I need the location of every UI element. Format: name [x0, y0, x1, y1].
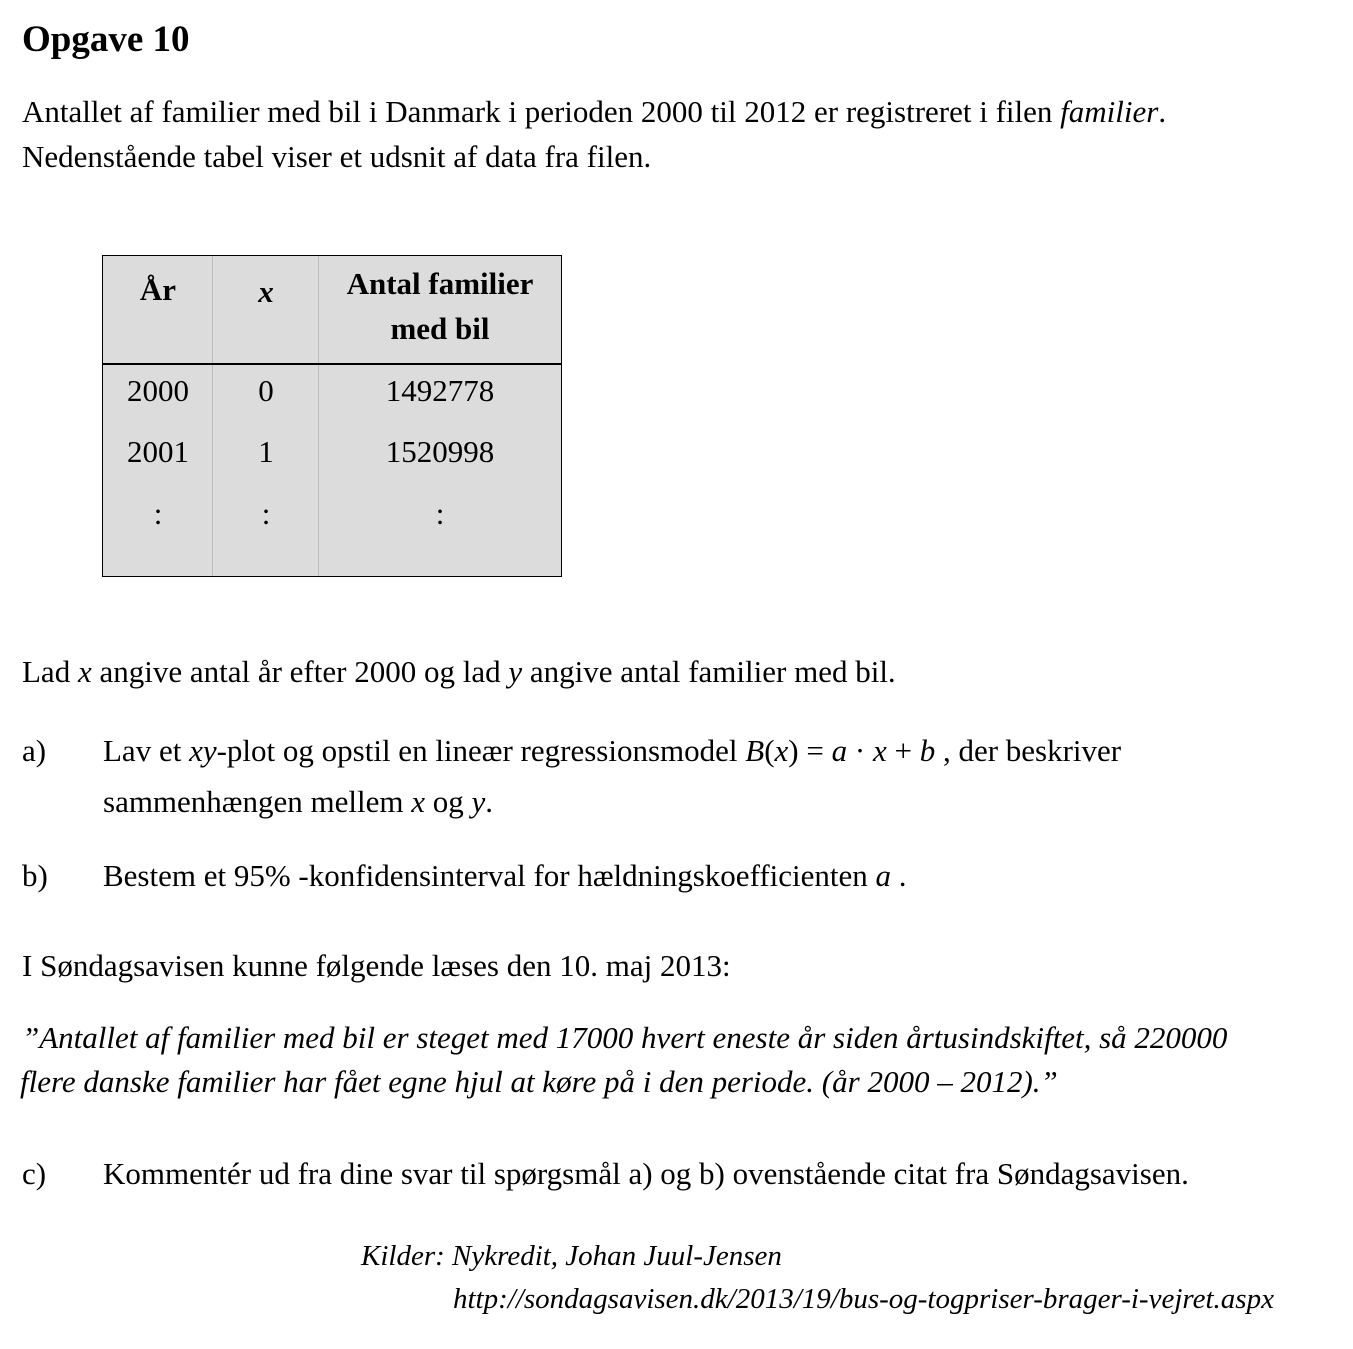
data-table: [102, 255, 562, 577]
file-name: familier: [1060, 94, 1159, 129]
question-c-label: c): [22, 1156, 47, 1191]
var-xy: xy: [189, 733, 217, 768]
question-b-text: [103, 854, 907, 898]
cell-count: 1520998: [385, 434, 495, 469]
intro-line-2: Nedenstående tabel viser et udsnit af data fra filen.: [22, 139, 652, 174]
var-y: y: [471, 784, 486, 819]
text: .: [891, 858, 907, 893]
text: Lad: [22, 654, 78, 689]
var-y: y: [508, 654, 523, 689]
question-b-label: b): [22, 858, 48, 893]
cell-year: 2001: [127, 434, 189, 469]
var-x: x: [411, 784, 425, 819]
variable-definition: [22, 650, 896, 694]
text: sammenhængen mellem: [103, 784, 412, 819]
formula-part: a: [831, 733, 848, 768]
source-url: http://sondagsavisen.dk/2013/19/bus-og-togpriser-brager-i-vejret.aspx: [453, 1283, 1274, 1315]
text: -plot og opstil en lineær regressionsmodel: [216, 733, 746, 768]
cell-ellipsis: :: [261, 496, 271, 531]
intro-text: Antallet af familier med bil i Danmark i perioden 2000 til 2012 er registreret i filen: [22, 94, 1061, 129]
text: Bestem et 95% -konfidensinterval for hældningskoefficienten: [103, 858, 876, 893]
quote-lead: I Søndagsavisen kunne følgende læses den 10. maj 2013:: [22, 948, 731, 983]
cell-ellipsis: :: [153, 496, 163, 531]
text: og: [424, 784, 472, 819]
text: angive antal familier med bil.: [522, 654, 896, 689]
cell-x: 1: [258, 434, 274, 469]
question-a-line1: [103, 729, 1121, 773]
question-a-label: a): [22, 733, 47, 768]
header-count-line1: Antal familier: [346, 266, 534, 301]
cell-x: 0: [258, 373, 274, 408]
cell-ellipsis: :: [435, 496, 445, 531]
formula-part: +: [886, 733, 920, 768]
intro-period: .: [1158, 94, 1167, 129]
header-count-line2: med bil: [390, 311, 490, 346]
header-x: x: [258, 274, 274, 309]
question-c-text: Kommentér ud fra dine svar til spørgsmål a) og b) ovenstående citat fra Søndagsavisen.: [103, 1156, 1189, 1191]
text: , der beskriver: [935, 733, 1122, 768]
text: .: [485, 784, 493, 819]
formula-part: ·: [847, 733, 873, 768]
cell-count: 1492778: [385, 373, 495, 408]
formula-part: B: [745, 733, 765, 768]
formula-part: ) =: [788, 733, 832, 768]
question-a-line2: [103, 780, 493, 824]
formula-part: x: [872, 733, 887, 768]
var-a: a: [875, 858, 892, 893]
page-title: Opgave 10: [22, 19, 190, 60]
text: Lav et: [103, 733, 190, 768]
source-line-1: Kilder: Nykredit, Johan Juul-Jensen: [361, 1240, 782, 1272]
formula-part: x: [774, 733, 789, 768]
header-year: År: [139, 272, 177, 307]
text: angive antal år efter 2000 og lad: [91, 654, 509, 689]
quote-line-2: flere danske familier har fået egne hjul at køre på i den periode. (år 2000 – 2012).”: [20, 1064, 1058, 1099]
formula-part: b: [919, 733, 936, 768]
regression-formula: [745, 733, 935, 768]
cell-year: 2000: [127, 373, 189, 408]
table-header-rule: [103, 363, 561, 365]
formula-part: (: [764, 733, 775, 768]
intro-line-1: [22, 90, 1166, 134]
var-x: x: [77, 654, 92, 689]
quote-line-1: ”Antallet af familier med bil er steget med 17000 hvert eneste år siden årtusindskiftet, så 220000: [22, 1020, 1228, 1055]
